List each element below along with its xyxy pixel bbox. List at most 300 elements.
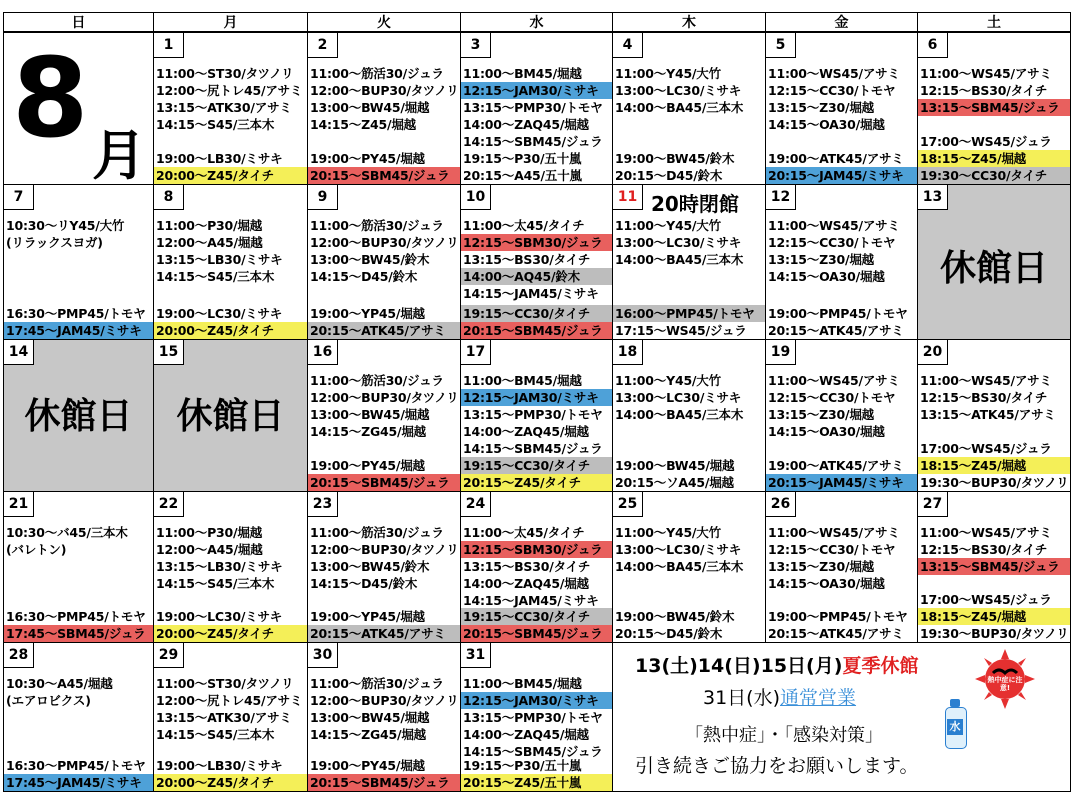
class-entry: 14:15～S45/三本木: [156, 269, 275, 284]
class-entry: 14:00～BA45/三本木: [615, 407, 744, 422]
class-entry: 13:15～ATK45/アサミ: [920, 407, 1056, 422]
class-entry: 11:00～Y45/大竹: [615, 373, 721, 388]
class-entry: (バレトン): [6, 542, 67, 557]
calendar: [3, 12, 1070, 791]
class-entry: 11:00～BM45/堀越: [463, 676, 582, 691]
class-entry: 19:00～LB30/ミサキ: [156, 151, 283, 166]
class-entry: 19:15～CC30/タイチ: [461, 457, 612, 474]
class-entry: 19:00～PY45/堀越: [310, 458, 425, 473]
day-number: 23: [308, 492, 338, 517]
class-entry: 20:15～JAM45/ミサキ: [766, 474, 917, 491]
class-entry: 19:00～PMP45/トモヤ: [768, 609, 908, 624]
class-entry: 11:00～筋活30/ジュラ: [310, 218, 444, 233]
class-entry: 14:15～Z45/堀越: [310, 117, 416, 132]
day-number: 19: [766, 340, 796, 365]
day-number: 5: [766, 33, 796, 58]
class-entry: 17:00～WS45/ジュラ: [920, 134, 1052, 149]
class-entry: 20:00～Z45/タイチ: [154, 322, 307, 339]
class-entry: 11:00～P30/堀越: [156, 525, 263, 540]
day-cell: [765, 491, 918, 643]
class-entry: 11:00～筋活30/ジュラ: [310, 525, 444, 540]
class-entry: 20:15～ソA45/堀越: [615, 475, 734, 490]
class-entry: 10:30～A45/堀越: [6, 676, 113, 691]
class-entry: 11:00～WS45/アサミ: [920, 373, 1052, 388]
class-list-bottom: [918, 591, 1070, 642]
class-list-top: [461, 372, 612, 457]
day-note: 20時閉館: [651, 192, 739, 216]
class-list-top: [154, 65, 307, 133]
day-cell: [765, 32, 918, 185]
class-entry: (エアロビクス): [6, 693, 91, 708]
class-entry: 13:00～LC30/ミサキ: [615, 390, 742, 405]
day-cell: [612, 491, 766, 643]
class-list-top: [308, 65, 460, 133]
class-list-bottom: [308, 608, 460, 642]
day-number: 7: [4, 185, 34, 210]
month-cell: [3, 32, 154, 185]
class-entry: 12:15～CC30/トモヤ: [768, 83, 896, 98]
class-entry: 13:15～Z30/堀越: [768, 252, 874, 267]
class-entry: 19:30～CC30/タイチ: [918, 167, 1070, 184]
class-list-top: [766, 65, 917, 133]
class-entry: 11:00～BM45/堀越: [463, 373, 582, 388]
day-cell: [765, 184, 918, 340]
day-number: 3: [461, 33, 491, 58]
class-list-top: [4, 524, 153, 558]
class-entry: 17:00～WS45/ジュラ: [920, 441, 1052, 456]
class-entry: 20:15～SBM45/ジュラ: [308, 167, 460, 184]
class-entry: 19:00～ATK45/アサミ: [768, 151, 904, 166]
class-entry: 14:15～JAM45/ミサキ: [463, 286, 599, 301]
class-list-top: [766, 217, 917, 285]
class-list-top: [918, 65, 1070, 116]
weekday-header: 日: [3, 12, 154, 32]
day-cell: [917, 339, 1071, 492]
class-list-bottom: [154, 150, 307, 184]
class-entry: 19:00～YP45/堀越: [310, 306, 425, 321]
weekday-header: 水: [460, 12, 613, 32]
class-entry: 12:15～JAM30/ミサキ: [461, 389, 612, 406]
class-entry: 18:15～Z45/堀越: [918, 457, 1070, 474]
class-entry: 13:00～BW45/鈴木: [310, 252, 430, 267]
class-entry: 11:00～WS45/アサミ: [920, 66, 1052, 81]
day-cell: [460, 184, 613, 340]
day-cell: [153, 32, 308, 185]
class-list-bottom: [613, 608, 765, 642]
class-entry: 12:00～BUP30/タツノリ: [310, 235, 459, 250]
day-number: 18: [613, 340, 643, 365]
day-cell: [3, 339, 154, 492]
weekday-header: 月: [153, 12, 308, 32]
class-entry: 20:15～ATK45/アサミ: [768, 626, 904, 641]
notice-area: [612, 642, 1071, 792]
class-entry: 14:00～BA45/三本木: [615, 100, 744, 115]
day-cell: [3, 642, 154, 792]
day-cell: [612, 32, 766, 185]
class-entry: 18:15～Z45/堀越: [918, 608, 1070, 625]
class-entry: 13:15～PMP30/トモヤ: [463, 407, 603, 422]
class-list-bottom: [154, 305, 307, 339]
class-entry: 20:00～Z45/タイチ: [154, 167, 307, 184]
day-cell: [3, 184, 154, 340]
class-entry: 12:00～尻トレ45/アサミ: [156, 83, 303, 98]
normal-line: [703, 683, 856, 710]
class-entry: 11:00～ST30/タツノリ: [156, 66, 294, 81]
class-entry: 13:15～LB30/ミサキ: [156, 559, 283, 574]
class-list-top: [308, 675, 460, 743]
class-entry: 14:00～BA45/三本木: [615, 559, 744, 574]
class-entry: 16:30～PMP45/トモヤ: [6, 758, 146, 773]
class-list-bottom: [461, 150, 612, 184]
day-number: 29: [154, 643, 184, 668]
class-entry: 13:00～LC30/ミサキ: [615, 542, 742, 557]
day-cell: [460, 642, 613, 792]
weekday-header: 火: [307, 12, 461, 32]
class-entry: 13:15～LB30/ミサキ: [156, 252, 283, 267]
class-list-top: [613, 217, 765, 268]
day-cell: [307, 184, 461, 340]
class-entry: 11:00～筋活30/ジュラ: [310, 66, 444, 81]
day-cell: [153, 642, 308, 792]
day-number: 12: [766, 185, 796, 210]
class-entry: 17:45～JAM45/ミサキ: [4, 774, 153, 791]
class-list-bottom: [4, 305, 153, 339]
class-entry: 11:00～WS45/アサミ: [768, 218, 900, 233]
class-entry: 13:15～Z30/堀越: [768, 407, 874, 422]
day-number: 26: [766, 492, 796, 517]
class-list-bottom: [613, 150, 765, 184]
class-entry: 20:15～D45/鈴木: [615, 626, 723, 641]
class-list-bottom: [154, 757, 307, 791]
class-list-top: [4, 675, 153, 709]
class-list-bottom: [461, 305, 612, 339]
class-entry: 11:00～BM45/堀越: [463, 66, 582, 81]
day-number: 6: [918, 33, 948, 58]
class-entry: 19:30～BUP30/タツノリ: [920, 475, 1069, 490]
class-entry: 10:30～バ45/三本木: [6, 525, 128, 540]
class-entry: 16:30～PMP45/トモヤ: [6, 306, 146, 321]
class-list-bottom: [918, 440, 1070, 491]
class-entry: 19:30～BUP30/タツノリ: [920, 626, 1069, 641]
day-cell: [460, 32, 613, 185]
holiday-dates: 13(土)14(日)15日(月): [635, 655, 843, 677]
class-entry: 12:15～BS30/タイチ: [920, 83, 1048, 98]
class-entry: 11:00～Y45/大竹: [615, 218, 721, 233]
closed-label: 休館日: [939, 248, 1048, 289]
class-entry: 11:00～太45/タイチ: [463, 218, 585, 233]
class-list-bottom: [308, 150, 460, 184]
class-entry: 19:15～CC30/タイチ: [461, 305, 612, 322]
class-entry: 14:15～S45/三本木: [156, 117, 275, 132]
class-list-top: [308, 217, 460, 285]
class-entry: 17:15～WS45/ジュラ: [615, 323, 747, 338]
class-list-top: [461, 217, 612, 302]
day-number: 15: [154, 340, 184, 365]
class-entry: 19:00～LC30/ミサキ: [156, 609, 283, 624]
class-entry: 12:00～BUP30/タツノリ: [310, 693, 459, 708]
class-entry: 11:00～P30/堀越: [156, 218, 263, 233]
class-list-top: [766, 524, 917, 592]
class-entry: 14:15～OA30/堀越: [768, 117, 885, 132]
class-entry: 12:00～BUP30/タツノリ: [310, 390, 459, 405]
class-entry: 19:00～PY45/堀越: [310, 758, 425, 773]
day-cell: [917, 491, 1071, 643]
class-entry: 12:15～JAM30/ミサキ: [461, 82, 612, 99]
class-entry: 14:00～ZAQ45/堀越: [463, 117, 589, 132]
class-entry: 11:00～筋活30/ジュラ: [310, 676, 444, 691]
day-cell: [612, 339, 766, 492]
class-entry: 20:15～JAM45/ミサキ: [766, 167, 917, 184]
class-entry: 11:00～WS45/アサミ: [768, 373, 900, 388]
day-number: 27: [918, 492, 948, 517]
closed-label: 休館日: [176, 396, 285, 437]
notice-line-3: 「熱中症」・「感染対策」: [685, 725, 883, 746]
class-list-top: [154, 524, 307, 592]
class-entry: 14:15～OA30/堀越: [768, 269, 885, 284]
day-number: 2: [308, 33, 338, 58]
day-number: 25: [613, 492, 643, 517]
class-entry: 19:00～BW45/堀越: [615, 458, 735, 473]
class-entry: 12:00～BUP30/タツノリ: [310, 542, 459, 557]
class-entry: 13:15～SBM45/ジュラ: [918, 558, 1070, 575]
class-entry: 19:00～LB30/ミサキ: [156, 758, 283, 773]
class-list-top: [918, 372, 1070, 423]
class-entry: 17:00～WS45/ジュラ: [920, 592, 1052, 607]
class-entry: 16:30～PMP45/トモヤ: [6, 609, 146, 624]
class-entry: 20:00～Z45/タイチ: [154, 774, 307, 791]
class-entry: 13:00～BW45/堀越: [310, 710, 430, 725]
holiday-line: [635, 651, 918, 678]
day-number: 13: [918, 185, 948, 210]
class-entry: 13:15～PMP30/トモヤ: [463, 100, 603, 115]
day-cell: [612, 184, 766, 340]
class-entry: 13:15～BS30/タイチ: [463, 559, 591, 574]
normal-label: 通常営業: [780, 687, 857, 709]
class-entry: 12:15～CC30/トモヤ: [768, 235, 896, 250]
class-entry: 14:00～AQ45/鈴木: [461, 268, 612, 285]
day-cell: [307, 339, 461, 492]
class-entry: 14:15～ZG45/堀越: [310, 424, 426, 439]
class-list-bottom: [766, 457, 917, 491]
class-list-top: [613, 65, 765, 116]
class-entry: 20:15～SBM45/ジュラ: [461, 322, 612, 339]
badge-text: 熱中症に注意!: [987, 676, 1023, 692]
class-entry: 20:15～SBM45/ジュラ: [308, 774, 460, 791]
month-label: 月: [92, 124, 146, 185]
class-entry: 14:15～SBM45/ジュラ: [463, 134, 603, 149]
class-list-top: [613, 524, 765, 575]
class-list-top: [766, 372, 917, 440]
day-cell: [917, 184, 1071, 340]
class-entry: 11:00～Y45/大竹: [615, 525, 721, 540]
class-entry: 14:15～S45/三本木: [156, 727, 275, 742]
class-list-bottom: [4, 757, 153, 791]
day-cell: [307, 642, 461, 792]
class-entry: 19:00～YP45/堀越: [310, 609, 425, 624]
day-number: 22: [154, 492, 184, 517]
class-entry: 17:45～JAM45/ミサキ: [4, 322, 153, 339]
class-entry: 20:15～A45/五十嵐: [463, 168, 582, 183]
class-entry: 20:15～D45/鈴木: [615, 168, 723, 183]
class-list-top: [154, 217, 307, 285]
class-entry: 11:00～WS45/アサミ: [768, 525, 900, 540]
day-cell: [460, 491, 613, 643]
class-entry: 13:15～ATK30/アサミ: [156, 100, 292, 115]
day-cell: [917, 32, 1071, 185]
day-number: 14: [4, 340, 34, 365]
class-entry: 19:00～BW45/鈴木: [615, 151, 735, 166]
day-number: 9: [308, 185, 338, 210]
class-entry: 14:15～SBM45/ジュラ: [463, 441, 603, 456]
day-cell: [153, 339, 308, 492]
class-entry: 12:15～SBM30/ジュラ: [461, 541, 612, 558]
day-number: 10: [461, 185, 491, 210]
class-list-bottom: [766, 608, 917, 642]
class-entry: 19:15～P30/五十嵐: [463, 151, 582, 166]
day-cell: [307, 32, 461, 185]
class-entry: 12:00～尻トレ45/アサミ: [156, 693, 303, 708]
weekday-header: 金: [765, 12, 918, 32]
notice-line-4: 引き続きご協力をお願いします。: [635, 755, 919, 777]
class-entry: 20:15～Z45/五十嵐: [461, 774, 612, 791]
class-entry: 20:15～SBM45/ジュラ: [308, 474, 460, 491]
class-entry: 16:00～PMP45/トモヤ: [613, 305, 765, 322]
class-entry: 19:15～CC30/タイチ: [461, 608, 612, 625]
class-list-bottom: [4, 608, 153, 642]
weekday-header: 木: [612, 12, 766, 32]
class-list-bottom: [461, 608, 612, 642]
class-list-bottom: [461, 457, 612, 491]
class-entry: 13:15～ATK30/アサミ: [156, 710, 292, 725]
class-entry: 14:15～D45/鈴木: [310, 269, 418, 284]
class-list-bottom: [308, 457, 460, 491]
day-cell: [765, 339, 918, 492]
class-list-top: [308, 372, 460, 440]
month-number: 8: [12, 34, 89, 162]
day-cell: [307, 491, 461, 643]
class-list-top: [461, 65, 612, 150]
bottle-label: 水: [947, 719, 963, 735]
day-cell: [460, 339, 613, 492]
class-entry: 12:15～BS30/タイチ: [920, 390, 1048, 405]
class-entry: 18:15～Z45/堀越: [918, 150, 1070, 167]
class-entry: 13:15～PMP30/トモヤ: [463, 710, 603, 725]
class-entry: 11:00～ST30/タツノリ: [156, 676, 294, 691]
day-number: 28: [4, 643, 34, 668]
class-list-top: [613, 372, 765, 423]
class-entry: (リラックスヨガ): [6, 235, 103, 250]
class-entry: 14:00～BA45/三本木: [615, 252, 744, 267]
day-number: 30: [308, 643, 338, 668]
class-entry: 14:15～SBM45/ジュラ: [463, 744, 603, 759]
class-entry: 11:00～WS45/アサミ: [768, 66, 900, 81]
class-entry: 20:00～Z45/タイチ: [154, 625, 307, 642]
class-entry: 19:00～LC30/ミサキ: [156, 306, 283, 321]
class-entry: 13:00～BW45/堀越: [310, 100, 430, 115]
class-list-bottom: [918, 133, 1070, 184]
class-entry: 12:15～CC30/トモヤ: [768, 542, 896, 557]
class-entry: 14:00～ZAQ45/堀越: [463, 576, 589, 591]
day-number: 1: [154, 33, 184, 58]
class-entry: 14:15～D45/鈴木: [310, 576, 418, 591]
water-bottle-icon: [943, 699, 967, 749]
class-entry: 13:00～LC30/ミサキ: [615, 83, 742, 98]
closed-label: 休館日: [24, 396, 133, 437]
class-entry: 12:15～SBM30/ジュラ: [461, 234, 612, 251]
class-list-top: [461, 675, 612, 760]
class-entry: 14:00～ZAQ45/堀越: [463, 424, 589, 439]
class-entry: 17:45～SBM45/ジュラ: [4, 625, 153, 642]
class-entry: 19:00～ATK45/アサミ: [768, 458, 904, 473]
class-entry: 13:15～SBM45/ジュラ: [918, 99, 1070, 116]
day-number: 17: [461, 340, 491, 365]
day-number: 31: [461, 643, 491, 668]
class-entry: 19:00～PMP45/トモヤ: [768, 306, 908, 321]
day-cell: [153, 491, 308, 643]
day-number: 21: [4, 492, 34, 517]
class-entry: 12:00～BUP30/タツノリ: [310, 83, 459, 98]
class-entry: 11:00～筋活30/ジュラ: [310, 373, 444, 388]
class-entry: 20:15～Z45/タイチ: [461, 474, 612, 491]
class-entry: 10:30～リY45/大竹: [6, 218, 125, 233]
class-list-bottom: [154, 608, 307, 642]
class-list-bottom: [308, 305, 460, 339]
normal-date: 31日(水): [703, 687, 781, 709]
class-list-bottom: [766, 150, 917, 184]
class-entry: 13:15～BS30/タイチ: [463, 252, 591, 267]
class-entry: 20:15～ATK45/アサミ: [768, 323, 904, 338]
class-entry: 12:00～A45/堀越: [156, 235, 263, 250]
class-entry: 14:15～OA30/堀越: [768, 576, 885, 591]
day-cell: [153, 184, 308, 340]
class-entry: 19:15～P30/五十嵐: [463, 758, 582, 773]
class-entry: 12:15～JAM30/ミサキ: [461, 692, 612, 709]
class-entry: 19:00～BW45/鈴木: [615, 609, 735, 624]
class-entry: 14:15～S45/三本木: [156, 576, 275, 591]
day-number: 24: [461, 492, 491, 517]
class-entry: 19:00～PY45/堀越: [310, 151, 425, 166]
day-number: 4: [613, 33, 643, 58]
class-entry: 13:00～LC30/ミサキ: [615, 235, 742, 250]
class-entry: 14:00～ZAQ45/堀越: [463, 727, 589, 742]
class-list-top: [4, 217, 153, 251]
day-number: 11: [613, 185, 643, 210]
class-entry: 13:15～Z30/堀越: [768, 100, 874, 115]
class-list-bottom: [461, 757, 612, 791]
class-entry: 12:15～BS30/タイチ: [920, 542, 1048, 557]
class-entry: 13:00～BW45/鈴木: [310, 559, 430, 574]
class-entry: 14:15～OA30/堀越: [768, 424, 885, 439]
class-entry: 11:00～太45/タイチ: [463, 525, 585, 540]
class-list-top: [154, 675, 307, 743]
class-entry: 14:15～JAM45/ミサキ: [463, 593, 599, 608]
class-list-top: [461, 524, 612, 609]
class-list-bottom: [766, 305, 917, 339]
weekday-header: 土: [917, 12, 1071, 32]
class-entry: 12:00～A45/堀越: [156, 542, 263, 557]
holiday-label: 夏季休館: [842, 655, 919, 677]
class-entry: 13:15～Z30/堀越: [768, 559, 874, 574]
class-list-bottom: [308, 757, 460, 791]
heatstroke-badge-icon: [975, 649, 1035, 709]
class-entry: 12:15～CC30/トモヤ: [768, 390, 896, 405]
class-list-top: [918, 524, 1070, 575]
class-list-top: [308, 524, 460, 592]
class-list-bottom: [613, 457, 765, 491]
class-list-bottom: [613, 305, 765, 339]
class-entry: 20:15～ATK45/アサミ: [308, 625, 460, 642]
class-entry: 11:00～WS45/アサミ: [920, 525, 1052, 540]
